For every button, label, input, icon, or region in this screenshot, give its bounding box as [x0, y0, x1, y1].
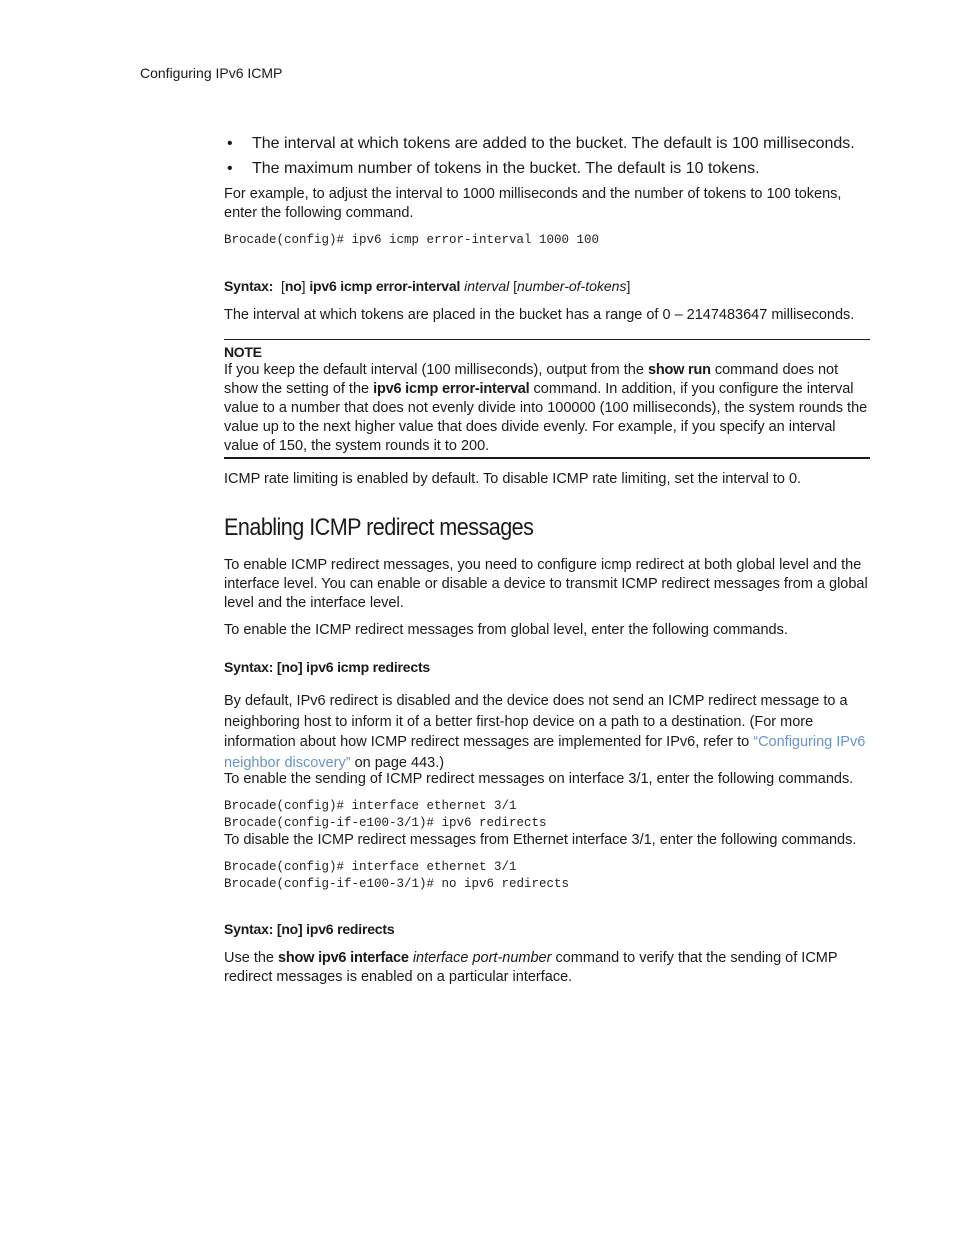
note-bold-command: ipv6 icmp error-interval — [373, 381, 530, 397]
cross-reference-link[interactable]: “Configuring IPv6 neighbor discovery” — [224, 734, 866, 772]
code-block-enable-redirects — [224, 798, 547, 831]
bracket: [ — [280, 278, 285, 294]
note-body — [224, 361, 870, 456]
bullet-text: The maximum number of tokens in the bucket. The default is 10 tokens. — [252, 160, 760, 177]
paragraph-verify — [224, 949, 872, 987]
syntax-ipv6-redirects: Syntax: [no] ipv6 redirects — [224, 921, 395, 937]
paragraph-text: By default, IPv6 redirect is disabled and the device does not send an ICMP redirect message to a neighboring host to inform it of a better first-hop device on a path to a destination. (For more information about how ICMP redirect messages are implemented for IPv6, refer to — [224, 693, 848, 751]
code-block-error-interval: Brocade(config)# ipv6 icmp error-interval 1000 100 — [224, 233, 600, 247]
code-line: Brocade(config-if-e100-3/1)# ipv6 redirects — [224, 815, 547, 830]
syntax-label: Syntax: — [224, 278, 274, 294]
paragraph-default-redirect — [224, 691, 872, 774]
syntax-error-interval — [224, 278, 630, 294]
running-header: Configuring IPv6 ICMP — [140, 65, 283, 81]
paragraph-rate-limiting: ICMP rate limiting is enabled by default. To disable ICMP rate limiting, set the interval to 0. — [224, 471, 802, 487]
section-heading: Enabling ICMP redirect messages — [224, 514, 534, 541]
code-line: Brocade(config)# interface ethernet 3/1 — [224, 860, 517, 874]
syntax-opt-param: number-of-tokens — [517, 278, 627, 294]
note-top-rule — [224, 339, 870, 340]
paragraph-range: The interval at which tokens are placed in the bucket has a range of 0 – 2147483647 milliseconds. — [224, 307, 855, 323]
code-line: Brocade(config-if-e100-3/1)# no ipv6 redirects — [224, 876, 570, 891]
bracket: ] — [626, 278, 631, 294]
code-line: Brocade(config)# interface ethernet 3/1 — [224, 799, 517, 813]
italic-param: interface port-number — [412, 950, 552, 966]
note-text: command does not show the setting of the — [224, 362, 839, 397]
paragraph-enable-interface: To enable the sending of ICMP redirect messages on interface 3/1, enter the following commands. — [224, 771, 854, 787]
syntax-command: ipv6 icmp error-interval — [309, 278, 461, 294]
note-text: If you keep the default interval (100 milliseconds), output from the — [224, 362, 648, 378]
note-bottom-rule — [224, 457, 870, 459]
paragraph-text: command to verify that the sending of ICMP redirect messages is enabled on a particular interface. — [224, 950, 838, 985]
paragraph-global-level: To enable the ICMP redirect messages from global level, enter the following commands. — [224, 622, 788, 638]
note-bold-show-run: show run — [647, 362, 711, 378]
syntax-icmp-redirects: Syntax: [no] ipv6 icmp redirects — [224, 659, 430, 675]
syntax-param: interval — [464, 278, 510, 294]
bracket: ] — [301, 278, 306, 294]
code-block-disable-redirects — [224, 859, 569, 892]
paragraph-example: For example, to adjust the interval to 1000 milliseconds and the number of tokens to 100 tokens, enter the following command. — [224, 186, 842, 221]
bracket: [ — [513, 278, 517, 294]
bullet-glyph: • — [227, 160, 233, 177]
paragraph-disable-interface: To disable the ICMP redirect messages from Ethernet interface 3/1, enter the following commands. — [224, 832, 857, 848]
bullet-text: The interval at which tokens are added to the bucket. The default is 100 milliseconds. — [252, 135, 855, 152]
bold-command: show ipv6 interface — [278, 950, 409, 966]
paragraph-text: Use the — [224, 950, 278, 966]
note-label: NOTE — [224, 344, 262, 360]
paragraph-redirect-intro: To enable ICMP redirect messages, you need to configure icmp redirect at both global level and the interface level. You can enable or disable a device to transmit ICMP redirect messages from a global level and the interface level. — [224, 557, 868, 611]
paragraph-text: on page 443.) — [350, 755, 445, 772]
syntax-no: no — [284, 278, 302, 294]
bullet-glyph: • — [227, 135, 233, 152]
note-text: command. In addition, if you configure the interval value to a number that does not evenly divide into 100000 (100 milliseconds), the system rounds the value up to the next higher value that does divide evenly. For example, if you specify an interval value of 150, the system rounds it to 200. — [224, 381, 868, 454]
